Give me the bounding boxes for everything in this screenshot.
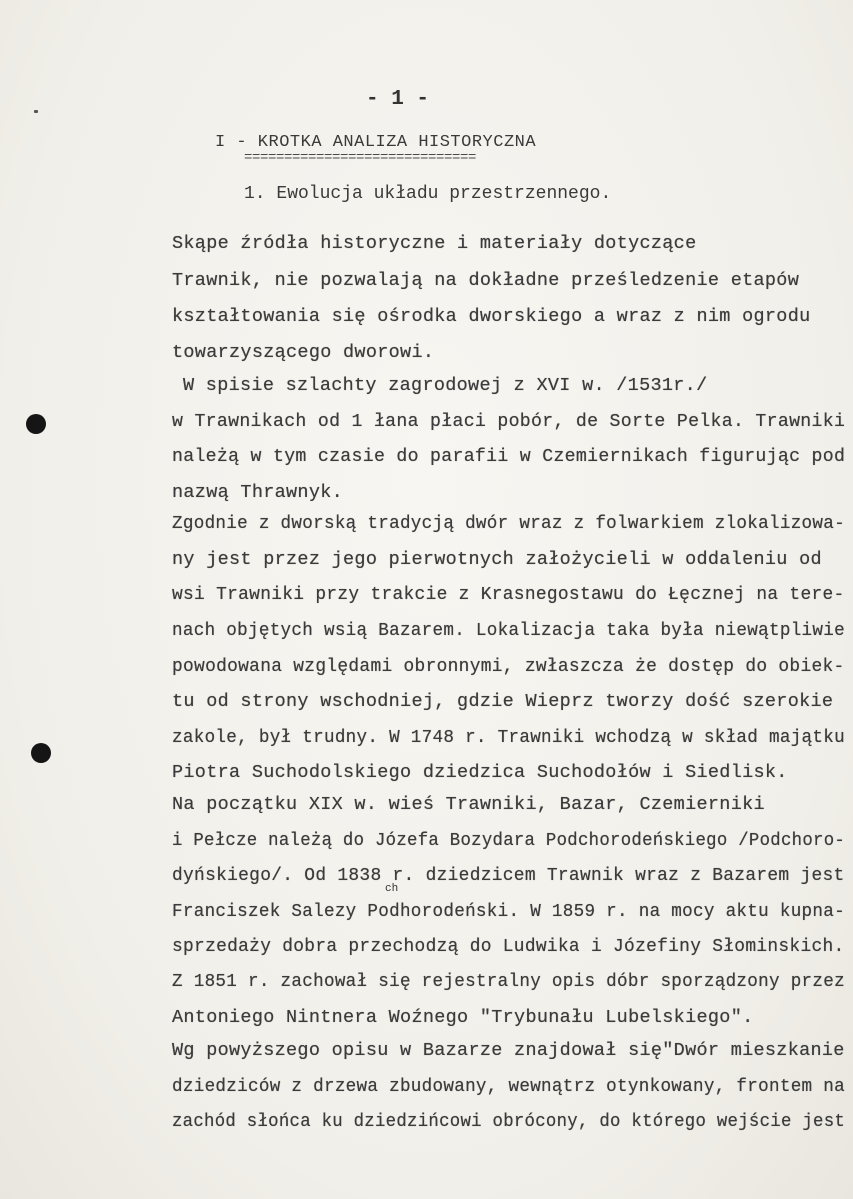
text-line: dyńskiego/. Od 1838 r. dziedzicem Trawnik wraz z Bazarem jest [172, 865, 845, 886]
text-line: zachód słońca ku dziedzińcowi obrócony, do którego wejście jest [172, 1111, 846, 1132]
text-line: należą w tym czasie do parafii w Czemiernikach figurując pod [172, 446, 846, 467]
text-line: dziedziców z drzewa zbudowany, wewnątrz otynkowany, frontem na [172, 1076, 845, 1097]
text-line: tu od strony wschodniej, gdzie Wieprz tworzy dość szerokie [172, 691, 834, 712]
text-line: Wg powyższego opisu w Bazarze znajdował się"Dwór mieszkanie [172, 1040, 845, 1061]
punch-hole-top [26, 414, 46, 434]
text-line: Na początku XIX w. wieś Trawniki, Bazar, Czemierniki [172, 794, 765, 815]
section-heading: I - KROTKA ANALIZA HISTORYCZNA [215, 133, 537, 152]
text-line: ny jest przez jego pierwotnych założycieli w oddaleniu od [172, 549, 822, 570]
text-line: kształtowania się ośrodka dworskiego a wraz z nim ogrodu [172, 306, 811, 327]
text-line: nach objętych wsią Bazarem. Lokalizacja taka była niewątpliwie [172, 620, 845, 641]
page-number: - 1 - [366, 88, 430, 111]
text-line: Trawnik, nie pozwalają na dokładne prześledzenie etapów [172, 270, 800, 291]
text-line: towarzyszącego dworowi. [172, 342, 435, 363]
text-line: Skąpe źródła historyczne i materiały dotyczące [172, 233, 697, 254]
text-line: Franciszek Salezy Podhorodeński. W 1859 r. na mocy aktu kupna- [172, 901, 845, 922]
text-line: Zgodnie z dworską tradycją dwór wraz z folwarkiem zlokalizowa- [172, 513, 845, 534]
text-line: W spisie szlachty zagrodowej z XVI w. /1531r./ [183, 375, 708, 396]
punch-hole-bottom [31, 743, 51, 763]
text-line: nazwą Thrawnyk. [172, 482, 344, 503]
text-line: powodowana względami obronnymi, zwłaszcza że dostęp do obiek- [172, 656, 845, 677]
text-line: Z 1851 r. zachował się rejestralny opis dóbr sporządzony przez [172, 971, 845, 992]
text-line: wsi Trawniki przy trakcie z Krasnegostawu do Łęcznej na tere- [172, 584, 845, 605]
heading-underline: ============================= [244, 150, 477, 166]
text-line: i Pełcze należą do Józefa Bozydara Podchorodeńskiego /Podchoro- [172, 830, 846, 851]
margin-tick-mark [34, 110, 38, 113]
text-line: zakole, był trudny. W 1748 r. Trawniki wchodzą w skład majątku [172, 727, 845, 748]
text-line: w Trawnikach od 1 łana płaci pobór, de Sorte Pelka. Trawniki [172, 411, 846, 432]
subsection-heading: 1. Ewolucja układu przestrzennego. [244, 184, 612, 204]
text-line: Piotra Suchodolskiego dziedzica Suchodołów i Siedlisk. [172, 762, 788, 783]
text-line: Antoniego Nintnera Woźnego "Trybunału Lubelskiego". [172, 1007, 754, 1028]
text-line: sprzedaży dobra przechodzą do Ludwika i Józefiny Słominskich. [172, 936, 845, 957]
handwritten-correction: ch [385, 883, 399, 895]
